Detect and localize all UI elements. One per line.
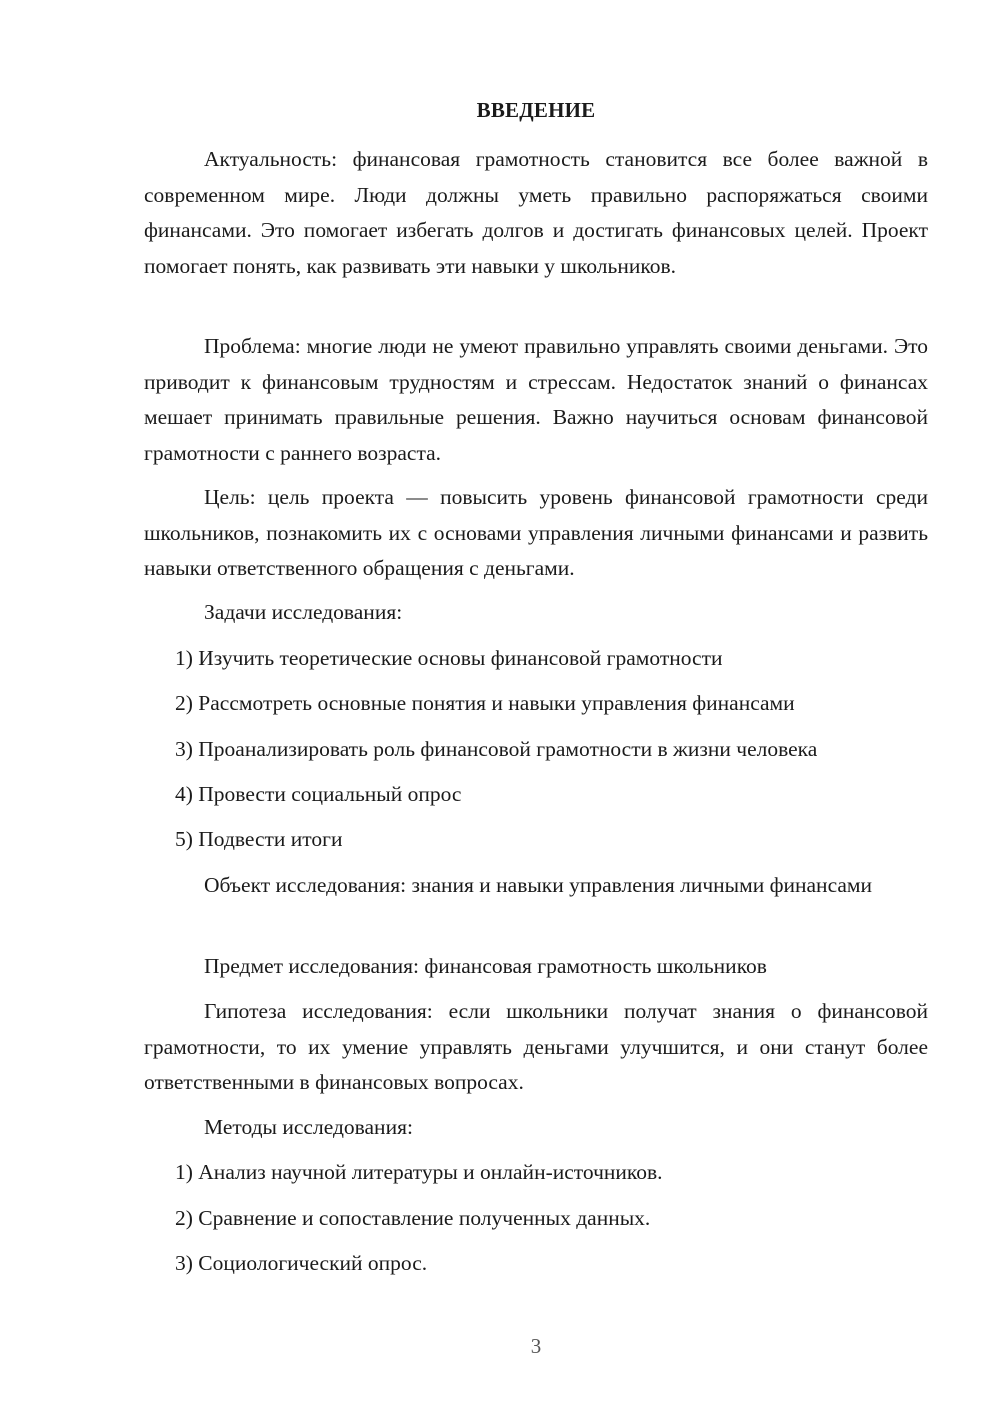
paragraph-object: Объект исследования: знания и навыки управления личными финансами [204, 873, 873, 897]
tasks-heading: Задачи исследования: [204, 600, 403, 624]
paragraph-relevance: Актуальность: финансовая грамотность становится все более важной в современном мире. Люди должны уметь правильно распоряжаться своими финансами. Это помогает избегать долгов и достигать финансовых целей. Проект помогает понять, как развивать эти навыки у школьников. [144, 147, 928, 278]
task-item-3: 3) Проанализировать роль финансовой грамотности в жизни человека [175, 737, 818, 761]
method-item-2: 2) Сравнение и сопоставление полученных данных. [175, 1206, 651, 1230]
paragraph-problem: Проблема: многие люди не умеют правильно управлять своими деньгами. Это приводит к финансовым трудностям и стрессам. Недостаток знаний о финансах мешает принимать правильные решения. Важно научиться основам финансовой грамотности с раннего возраста. [144, 334, 928, 465]
task-item-1: 1) Изучить теоретические основы финансовой грамотности [175, 646, 723, 670]
task-item-4: 4) Провести социальный опрос [175, 782, 462, 806]
page-number: 3 [530, 1334, 542, 1358]
paragraph-hypothesis: Гипотеза исследования: если школьники получат знания о финансовой грамотности, то их умение управлять деньгами улучшится, и они станут более ответственными в финансовых вопросах. [144, 999, 928, 1094]
section-heading: ВВЕДЕНИЕ [476, 98, 596, 122]
paragraph-goal: Цель: цель проекта — повысить уровень финансовой грамотности среди школьников, познакомить их с основами управления личными финансами и развить навыки ответственного обращения с деньгами. [144, 485, 928, 580]
paragraph-subject: Предмет исследования: финансовая грамотность школьников [204, 954, 767, 978]
method-item-1: 1) Анализ научной литературы и онлайн-источников. [175, 1160, 663, 1184]
method-item-3: 3) Социологический опрос. [175, 1251, 428, 1275]
task-item-2: 2) Рассмотреть основные понятия и навыки управления финансами [175, 691, 795, 715]
document-page [144, 0, 928, 1414]
task-item-5: 5) Подвести итоги [175, 827, 343, 851]
methods-heading: Методы исследования: [204, 1115, 413, 1139]
